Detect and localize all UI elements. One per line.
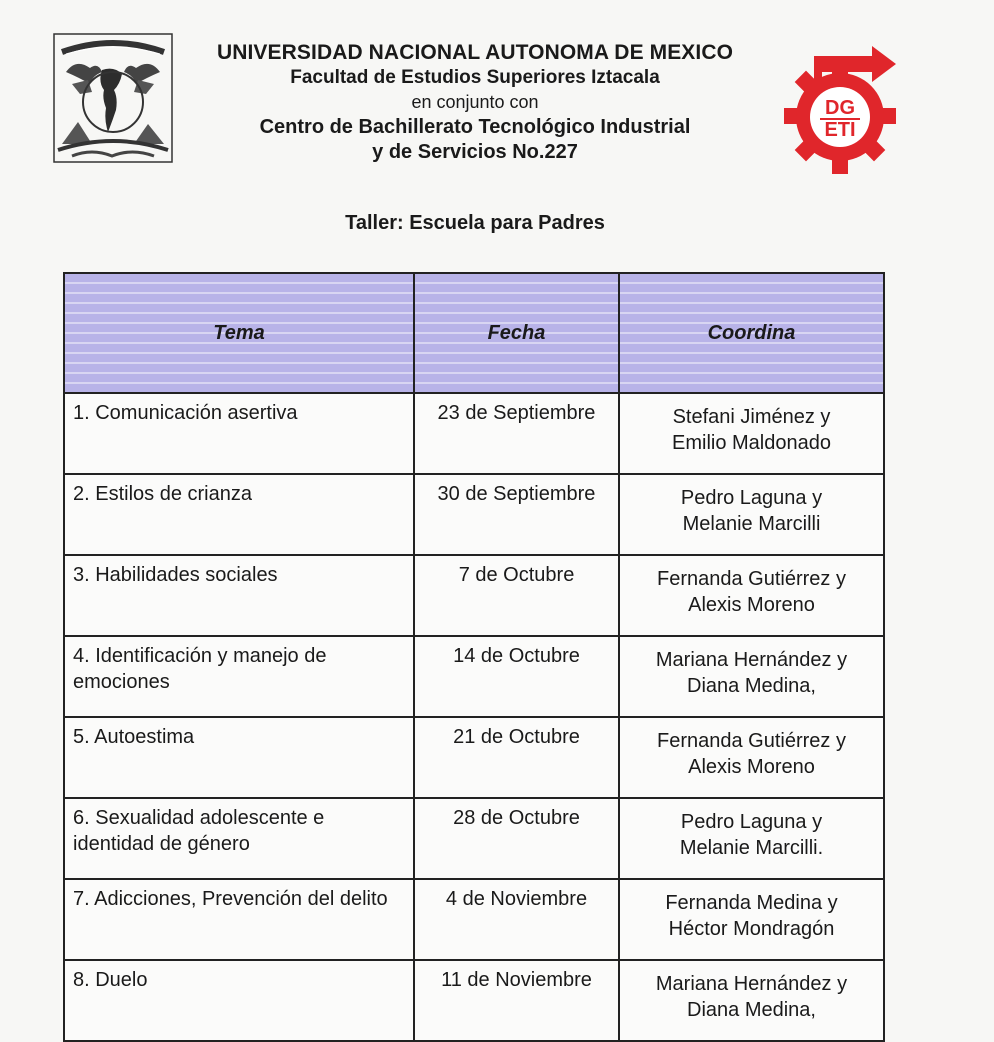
- table-row: [64, 798, 884, 879]
- coordina-cell: [619, 555, 884, 636]
- conjunction-text: en conjunto con: [411, 92, 539, 112]
- coordinator-line: Diana Medina,: [687, 999, 816, 1021]
- coordinator-line: Emilio Maldonado: [672, 432, 831, 454]
- table-row: [64, 555, 884, 636]
- coordinator-line: Stefani Jiménez y: [672, 406, 831, 428]
- center-name-line2: y de Servicios No.227: [372, 141, 578, 163]
- workshop-title: Taller: Escuela para Padres: [345, 212, 605, 234]
- fecha-cell: 11 de Noviembre: [414, 960, 619, 1041]
- table-row: [64, 879, 884, 960]
- coordina-cell: [619, 798, 884, 879]
- table-row: [64, 474, 884, 555]
- coordina-cell: [619, 393, 884, 474]
- coordinator-line: Héctor Mondragón: [668, 918, 835, 940]
- coordinator-line: Diana Medina,: [687, 675, 816, 697]
- coordinator-line: Melanie Marcilli.: [679, 837, 824, 859]
- university-name: UNIVERSIDAD NACIONAL AUTONOMA DE MEXICO: [216, 41, 734, 64]
- table-row: [64, 717, 884, 798]
- coordinator-line: Alexis Moreno: [688, 594, 815, 616]
- coordinator-line: Mariana Hernández y: [655, 973, 848, 995]
- tema-cell: 2. Estilos de crianza: [64, 474, 414, 555]
- column-header-tema: Tema: [64, 273, 414, 393]
- fecha-cell: 7 de Octubre: [414, 555, 619, 636]
- table-row: [64, 393, 884, 474]
- coordinator-line: Melanie Marcilli: [682, 513, 821, 535]
- fecha-cell: 23 de Septiembre: [414, 393, 619, 474]
- tema-cell: 5. Autoestima: [64, 717, 414, 798]
- coordinator-line: Pedro Laguna y: [680, 487, 823, 509]
- column-header-fecha: Fecha: [414, 273, 619, 393]
- coordinator-line: Pedro Laguna y: [680, 811, 823, 833]
- coordina-cell: [619, 717, 884, 798]
- unam-seal-icon: [52, 32, 174, 164]
- coordinator-line: Fernanda Gutiérrez y: [657, 730, 846, 752]
- tema-cell: 4. Identificación y manejo de emociones: [64, 636, 414, 717]
- dgeti-text-top: DG: [825, 97, 855, 119]
- document-header: [180, 40, 770, 165]
- dgeti-logo-icon: [780, 40, 898, 180]
- coordinator-line: Fernanda Medina y: [665, 892, 838, 914]
- column-header-coordina: Coordina: [619, 273, 884, 393]
- fecha-cell: 30 de Septiembre: [414, 474, 619, 555]
- fecha-cell: 21 de Octubre: [414, 717, 619, 798]
- table-row: [64, 636, 884, 717]
- tema-cell: 1. Comunicación asertiva: [64, 393, 414, 474]
- tema-cell: 7. Adicciones, Prevención del delito: [64, 879, 414, 960]
- schedule-table: [63, 272, 885, 1042]
- coordina-cell: [619, 636, 884, 717]
- fecha-cell: 4 de Noviembre: [414, 879, 619, 960]
- tema-cell: 8. Duelo: [64, 960, 414, 1041]
- coordina-cell: [619, 879, 884, 960]
- tema-cell: 6. Sexualidad adolescente e identidad de género: [64, 798, 414, 879]
- center-name-line1: Centro de Bachillerato Tecnológico Industrial: [259, 116, 691, 138]
- coordina-cell: [619, 960, 884, 1041]
- coordinator-line: Mariana Hernández y: [655, 649, 848, 671]
- coordina-cell: [619, 474, 884, 555]
- faculty-name: Facultad de Estudios Superiores Iztacala: [290, 67, 660, 88]
- tema-cell: 3. Habilidades sociales: [64, 555, 414, 636]
- fecha-cell: 14 de Octubre: [414, 636, 619, 717]
- table-row: [64, 960, 884, 1041]
- dgeti-text-bottom: ETI: [824, 119, 856, 141]
- fecha-cell: 28 de Octubre: [414, 798, 619, 879]
- coordinator-line: Alexis Moreno: [688, 756, 815, 778]
- table-header-row: [64, 273, 884, 393]
- coordinator-line: Fernanda Gutiérrez y: [657, 568, 846, 590]
